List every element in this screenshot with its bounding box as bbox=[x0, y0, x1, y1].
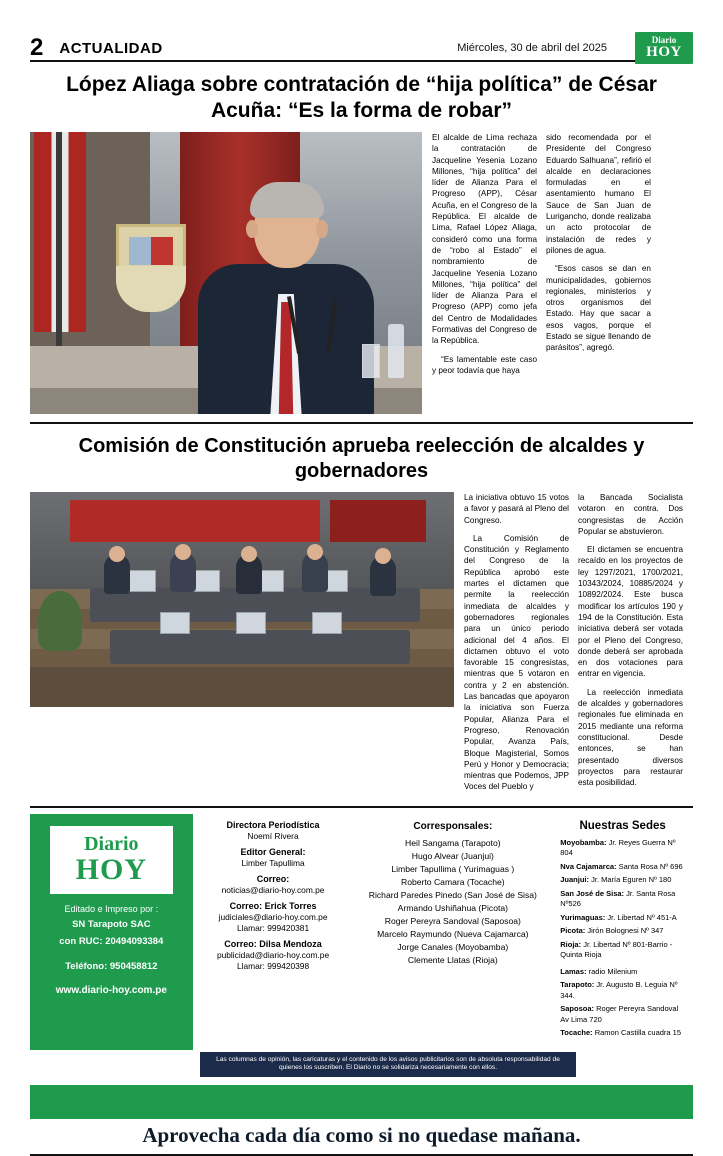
correspondent-item: Armando Ushiñahua (Picota) bbox=[397, 902, 508, 913]
footer-logo-line1: Diario bbox=[84, 832, 139, 855]
offices-title: Nuestras Sedes bbox=[579, 819, 666, 832]
article2 bbox=[30, 492, 693, 800]
header-logo-line2: HOY bbox=[646, 44, 682, 60]
staff-title: Correo: Dilsa Mendoza bbox=[224, 938, 322, 949]
article1-headline: López Aliaga sobre contratación de “hija política” de César Acuña: “Es la forma de robar” bbox=[66, 73, 657, 122]
correspondent-item: Hugo Alvear (Juanjui) bbox=[411, 850, 494, 861]
paragraph: La reelección inmediata de alcaldes y gobernadores regionales fue eliminada en 2015 mediante una reforma constitucional. Desde entonces, se han presentado diversos proyectos para restaurar esta posibilidad. bbox=[578, 687, 683, 788]
paragraph: la Bancada Socialista votaron en contra. Dos congresistas de Acción Popular se abstuvieron. bbox=[578, 493, 683, 536]
article1-column-2 bbox=[546, 132, 651, 414]
staff-email[interactable]: judiciales@diario-hoy.com.pe bbox=[218, 911, 328, 922]
legal-disclaimer: Las columnas de opinión, las caricaturas y el contenido de los avisos publicitarios son de absoluta responsabilidad de quienes los suscriben. El Diario no se solidariza necesariamente con ellos. bbox=[200, 1052, 576, 1077]
correspondent-item: Richard Paredes Pinedo (San José de Sisa) bbox=[368, 889, 537, 900]
article2-divider bbox=[30, 806, 693, 808]
slogan: Aprovecha cada día como si no quedase mañana. bbox=[142, 1122, 581, 1147]
company-website[interactable]: www.diario-hoy.com.pe bbox=[55, 984, 167, 996]
footer-correspondents-block bbox=[353, 814, 552, 1050]
staff-title: Correo: bbox=[256, 873, 290, 884]
article1-column-1 bbox=[432, 132, 537, 414]
office-city: Yurimaguas: bbox=[560, 912, 606, 922]
staff-phone: Llamar: 999420398 bbox=[236, 960, 310, 971]
office-address: radio Milenium bbox=[588, 966, 638, 976]
correspondents-title: Corresponsales: bbox=[413, 820, 493, 832]
correspondent-item: Roberto Camara (Tocache) bbox=[401, 876, 505, 887]
company-phone: Teléfono: 950458812 bbox=[65, 960, 158, 972]
footer-band bbox=[30, 814, 693, 1050]
office-address: Jr. Augusto B. Leguia Nº 344. bbox=[560, 980, 678, 1000]
office-city: Picota: bbox=[560, 926, 586, 936]
green-separator-bar bbox=[30, 1085, 693, 1119]
masthead bbox=[30, 0, 693, 61]
correspondent-item: Heil Sangama (Tarapoto) bbox=[405, 837, 501, 848]
office-address: Santa Rosa Nº 696 bbox=[618, 861, 683, 871]
staff-phone: Llamar: 999420381 bbox=[236, 922, 310, 933]
staff-title: Editor General: bbox=[240, 846, 306, 857]
office-city: Nva Cajamarca: bbox=[560, 861, 617, 871]
paragraph: La iniciativa obtuvo 15 votos a favor y pasará al Pleno del Congreso. bbox=[464, 493, 569, 525]
paragraph: “Esos casos se dan en municipalidades, gobiernos regionales, ministerios y otros organismos del Estado. Hay que sacar a esos vagos, porque el Estado se sigue llenando de parásitos”, agregó. bbox=[546, 264, 651, 353]
footer-logo-line2: HOY bbox=[75, 852, 147, 886]
office-city: Saposoa: bbox=[560, 1004, 595, 1014]
office-address: Jr. Libertad Nº 801-Barrio - Quinta Rioja bbox=[560, 939, 673, 960]
staff-email[interactable]: noticias@diario-hoy.com.pe bbox=[221, 884, 325, 895]
article1-body bbox=[432, 132, 651, 414]
office-address: Jr. Reyes Guerra Nº 804 bbox=[560, 837, 676, 858]
article1 bbox=[30, 132, 693, 414]
office-city: Rioja: bbox=[560, 939, 582, 949]
correspondent-item: Clemente Llatas (Rioja) bbox=[407, 954, 498, 965]
header-logo bbox=[635, 32, 693, 64]
article2-column-1 bbox=[464, 492, 569, 800]
paragraph: El dictamen se encuentra recaído en los proyectos de ley 1297/2021, 1700/2021, 10343/2024, 10885/2024 y 10892/2024. Este busca modificar los artículos 190 y 194 de la Constitución. Esta iniciativa deberá ser votada por el Pleno del Congreso, donde deberá ser aprobada en dos votaciones para entrar en vigencia. bbox=[578, 545, 683, 679]
office-address: Jirón Bolognesi Nº 347 bbox=[587, 926, 664, 936]
staff-email[interactable]: publicidad@diario-hoy.com.pe bbox=[216, 949, 330, 960]
footer-logo bbox=[50, 826, 173, 894]
staff-name: Limber Tapullima bbox=[241, 857, 305, 868]
publication-date: Miércoles, 30 de abril del 2025 bbox=[457, 42, 607, 54]
header-logo-line1: Diario bbox=[651, 35, 677, 45]
office-city: Juanjui: bbox=[560, 875, 590, 885]
paragraph: El alcalde de Lima rechaza la contratación de Jacqueline Yesenia Lozano Millones, “hija política” del líder de Alianza Para el Progreso (APP), César Acuña, en el Congreso de la República. El alcalde de Lima, Rafael López Aliaga, consideró como una forma de “robo al Estado” el nombramiento de Jacqueline Yesenia Lozano Millones, “hija política” del líder de Alianza Para el Progreso (APP) como jefa del Centro de Modalidades Formativas del Congreso de la República. bbox=[432, 133, 537, 346]
staff-name: Noemí Rivera bbox=[247, 830, 299, 841]
office-address: Ramon Castilla cuadra 15 bbox=[594, 1028, 682, 1038]
office-address: Jr. Santa Rosa Nº526 bbox=[560, 888, 676, 909]
paragraph: La Comisión de Constitución y Reglamento del Congreso de la República aprobó este martes el dictamen que permite la reelección inmediata de alcaldes y gobernadores regionales para un único periodo adicional del 4 años. El dictamen obtuvo el voto favorable 15 congresistas, mientras que 5 votaron en contra y 2 en abstención. Las bancadas que apoyaron la iniciativa son Fuerza Popular, Alianza Para el Progreso, Renovación Popular, Avanza País, Bloque Magisterial, Somos Perú y Honor y Democracia; mientras que Podemos, JPP Voces del Pueblo y bbox=[464, 533, 569, 792]
footer-staff-block bbox=[193, 814, 354, 1050]
article2-headline: Comisión de Constitución aprueba reelección de alcaldes y gobernadores bbox=[78, 435, 645, 482]
article2-photo bbox=[30, 492, 454, 707]
article1-photo bbox=[30, 132, 422, 414]
paragraph: sido recomendada por el Presidente del Congreso Eduardo Salhuana”, refirió el alcalde en declaraciones formuladas en el asentamiento humano El Sauce de San Juan de Lurigancho, donde realizaba un acto protocolar de instalación de redes y pilones de agua. bbox=[546, 133, 651, 255]
office-city: Tarapoto: bbox=[560, 980, 595, 990]
office-city: Lamas: bbox=[560, 966, 587, 976]
staff-title: Correo: Erick Torres bbox=[229, 900, 317, 911]
correspondent-item: Limber Tapullima ( Yurimaguas ) bbox=[391, 863, 515, 874]
correspondent-item: Marcelo Raymundo (Nueva Cajamarca) bbox=[377, 928, 529, 939]
office-city: San José de Sisa: bbox=[560, 888, 625, 898]
company-name: SN Tarapoto SAC bbox=[72, 918, 151, 930]
edited-by-label: Editado e Impreso por : bbox=[64, 903, 159, 914]
company-ruc: con RUC: 20494093384 bbox=[59, 935, 164, 947]
page-number: 2 bbox=[30, 34, 44, 61]
office-address: Jr. Libertad Nº 451-A bbox=[607, 912, 677, 922]
article2-column-2 bbox=[578, 492, 683, 800]
correspondent-item: Roger Pereyra Sandoval (Saposoa) bbox=[384, 915, 521, 926]
correspondent-item: Jorge Canales (Moyobamba) bbox=[397, 941, 509, 952]
paragraph: “Es lamentable este caso y peor todavía que haya bbox=[432, 354, 537, 375]
article2-body bbox=[464, 492, 683, 800]
footer-publisher-block bbox=[30, 814, 193, 1050]
office-address: Roger Pereyra Sandoval Av Lima 720 bbox=[560, 1004, 679, 1024]
office-city: Moyobamba: bbox=[560, 837, 607, 847]
section-name: ACTUALIDAD bbox=[59, 39, 163, 57]
footer-offices-block bbox=[552, 814, 693, 1050]
office-city: Tocache: bbox=[560, 1028, 593, 1038]
staff-title: Directora Periodística bbox=[226, 819, 320, 830]
office-address: Jr. María Eguren Nº 180 bbox=[591, 875, 672, 885]
